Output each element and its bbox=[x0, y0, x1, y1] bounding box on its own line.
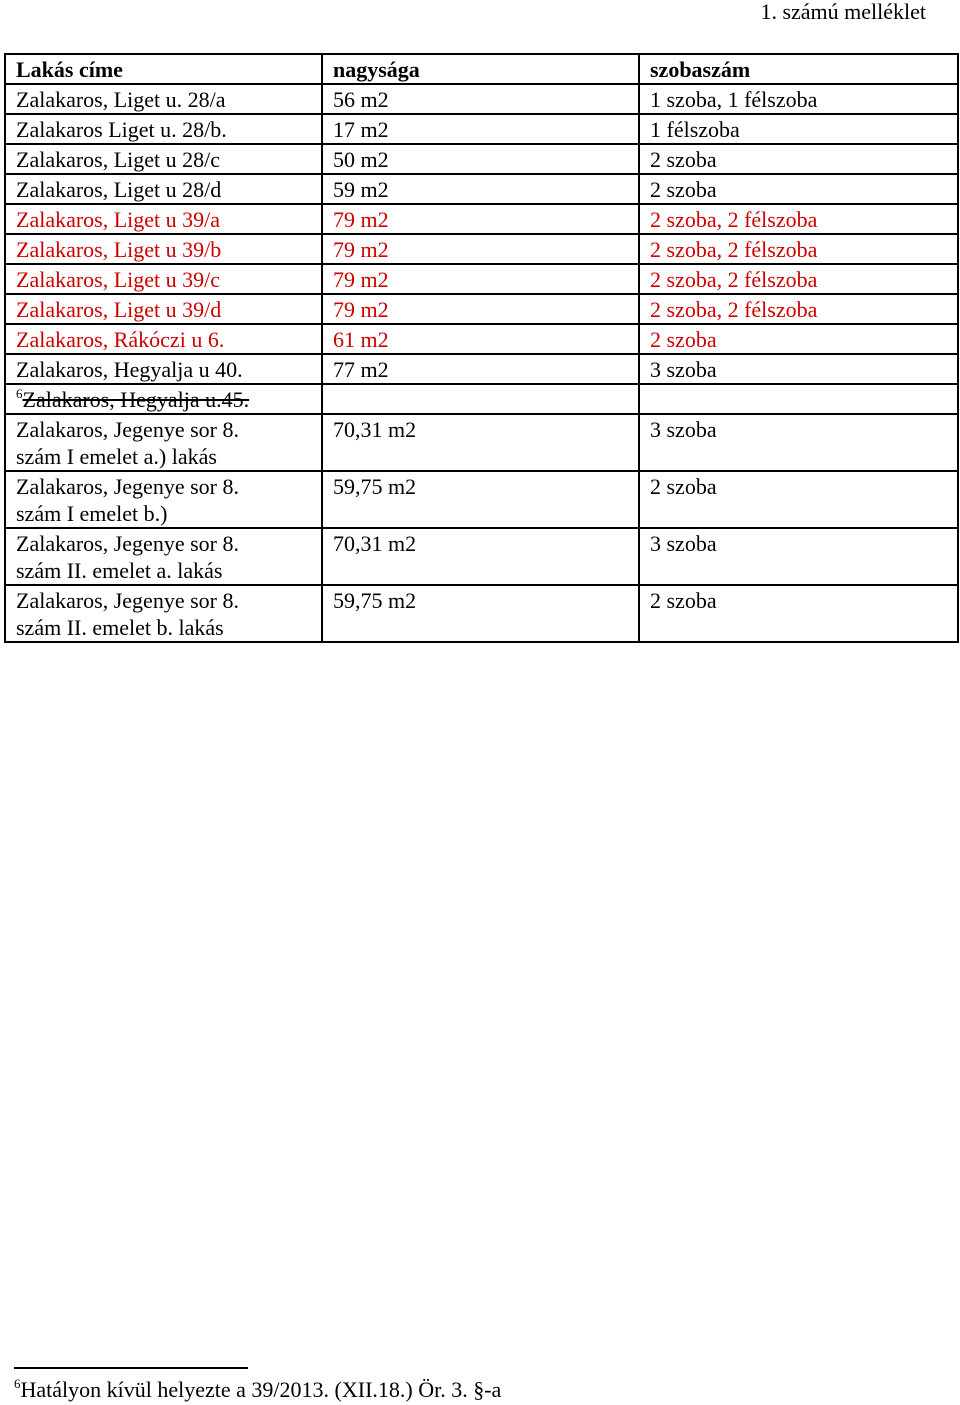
cell-rooms: 2 szoba bbox=[639, 174, 958, 204]
address-text: Zalakaros, Liget u 39/d bbox=[16, 297, 222, 322]
cell-address bbox=[5, 264, 322, 294]
cell-address bbox=[5, 144, 322, 174]
cell-size: 79 m2 bbox=[322, 264, 639, 294]
annex-label: 1. számú melléklet bbox=[760, 0, 926, 24]
cell-rooms: 2 szoba, 2 félszoba bbox=[639, 264, 958, 294]
address-text: Zalakaros, Jegenye sor 8. szám I emelet b.) bbox=[16, 474, 239, 526]
cell-size: 59,75 m2 bbox=[322, 585, 639, 642]
table-row bbox=[5, 414, 958, 471]
footnote bbox=[14, 1377, 501, 1403]
cell-size: 17 m2 bbox=[322, 114, 639, 144]
cell-rooms: 3 szoba bbox=[639, 354, 958, 384]
address-text: Zalakaros, Hegyalja u 40. bbox=[16, 357, 243, 382]
cell-size: 79 m2 bbox=[322, 234, 639, 264]
cell-rooms: 3 szoba bbox=[639, 414, 958, 471]
address-text: Zalakaros, Liget u 39/c bbox=[16, 267, 221, 292]
cell-size bbox=[322, 384, 639, 414]
cell-address bbox=[5, 84, 322, 114]
cell-rooms: 1 szoba, 1 félszoba bbox=[639, 84, 958, 114]
cell-address bbox=[5, 324, 322, 354]
address-text: Zalakaros, Jegenye sor 8. szám II. emelet b. lakás bbox=[16, 588, 239, 640]
cell-rooms: 2 szoba bbox=[639, 585, 958, 642]
table-row bbox=[5, 585, 958, 642]
footnote-number: 6 bbox=[14, 1376, 21, 1391]
cell-address bbox=[5, 234, 322, 264]
address-text: Zalakaros, Jegenye sor 8. szám I emelet a.) lakás bbox=[16, 417, 239, 469]
address-text: Zalakaros, Liget u 39/a bbox=[16, 207, 221, 232]
cell-address bbox=[5, 585, 322, 642]
cell-rooms: 2 szoba bbox=[639, 144, 958, 174]
cell-address bbox=[5, 204, 322, 234]
cell-address bbox=[5, 354, 322, 384]
address-text: Zalakaros, Jegenye sor 8. szám II. emelet a. lakás bbox=[16, 531, 239, 583]
apartments-table bbox=[4, 53, 959, 643]
table-body bbox=[5, 84, 958, 642]
cell-address bbox=[5, 414, 322, 471]
address-text: Zalakaros, Hegyalja u.45. bbox=[22, 387, 250, 412]
cell-size: 59 m2 bbox=[322, 174, 639, 204]
table-row bbox=[5, 264, 958, 294]
cell-size: 79 m2 bbox=[322, 204, 639, 234]
cell-size: 70,31 m2 bbox=[322, 528, 639, 585]
header-address: Lakás címe bbox=[5, 54, 322, 84]
table-row bbox=[5, 204, 958, 234]
cell-size: 79 m2 bbox=[322, 294, 639, 324]
table-header-row bbox=[5, 54, 958, 84]
footnote-separator bbox=[14, 1367, 248, 1369]
table-row bbox=[5, 384, 958, 414]
cell-size: 70,31 m2 bbox=[322, 414, 639, 471]
header-size: nagysága bbox=[322, 54, 639, 84]
table-row bbox=[5, 144, 958, 174]
address-text: Zalakaros, Liget u 28/c bbox=[16, 147, 221, 172]
address-text: Zalakaros, Liget u 28/d bbox=[16, 177, 222, 202]
footnote-reference: 6 bbox=[16, 386, 23, 401]
cell-rooms: 2 szoba, 2 félszoba bbox=[639, 294, 958, 324]
table-row bbox=[5, 354, 958, 384]
cell-rooms: 2 szoba, 2 félszoba bbox=[639, 204, 958, 234]
cell-size: 77 m2 bbox=[322, 354, 639, 384]
cell-rooms: 2 szoba bbox=[639, 324, 958, 354]
table-row bbox=[5, 471, 958, 528]
table-row bbox=[5, 174, 958, 204]
cell-size: 56 m2 bbox=[322, 84, 639, 114]
cell-address bbox=[5, 528, 322, 585]
cell-size: 59,75 m2 bbox=[322, 471, 639, 528]
table-row bbox=[5, 528, 958, 585]
cell-rooms: 3 szoba bbox=[639, 528, 958, 585]
table-row bbox=[5, 84, 958, 114]
table-row bbox=[5, 114, 958, 144]
address-text: Zalakaros Liget u. 28/b. bbox=[16, 117, 227, 142]
cell-size: 50 m2 bbox=[322, 144, 639, 174]
cell-address bbox=[5, 384, 322, 414]
cell-size: 61 m2 bbox=[322, 324, 639, 354]
address-text: Zalakaros, Liget u 39/b bbox=[16, 237, 222, 262]
table-row bbox=[5, 234, 958, 264]
cell-rooms bbox=[639, 384, 958, 414]
cell-address bbox=[5, 471, 322, 528]
cell-rooms: 2 szoba, 2 félszoba bbox=[639, 234, 958, 264]
cell-address bbox=[5, 114, 322, 144]
footnote-text: Hatályon kívül helyezte a 39/2013. (XII.18.) Ör. 3. §-a bbox=[20, 1377, 502, 1402]
cell-address bbox=[5, 174, 322, 204]
cell-rooms: 1 félszoba bbox=[639, 114, 958, 144]
cell-rooms: 2 szoba bbox=[639, 471, 958, 528]
header-rooms: szobaszám bbox=[639, 54, 958, 84]
table-row bbox=[5, 324, 958, 354]
table-row bbox=[5, 294, 958, 324]
address-text: Zalakaros, Rákóczi u 6. bbox=[16, 327, 225, 352]
cell-address bbox=[5, 294, 322, 324]
address-text: Zalakaros, Liget u. 28/a bbox=[16, 87, 226, 112]
